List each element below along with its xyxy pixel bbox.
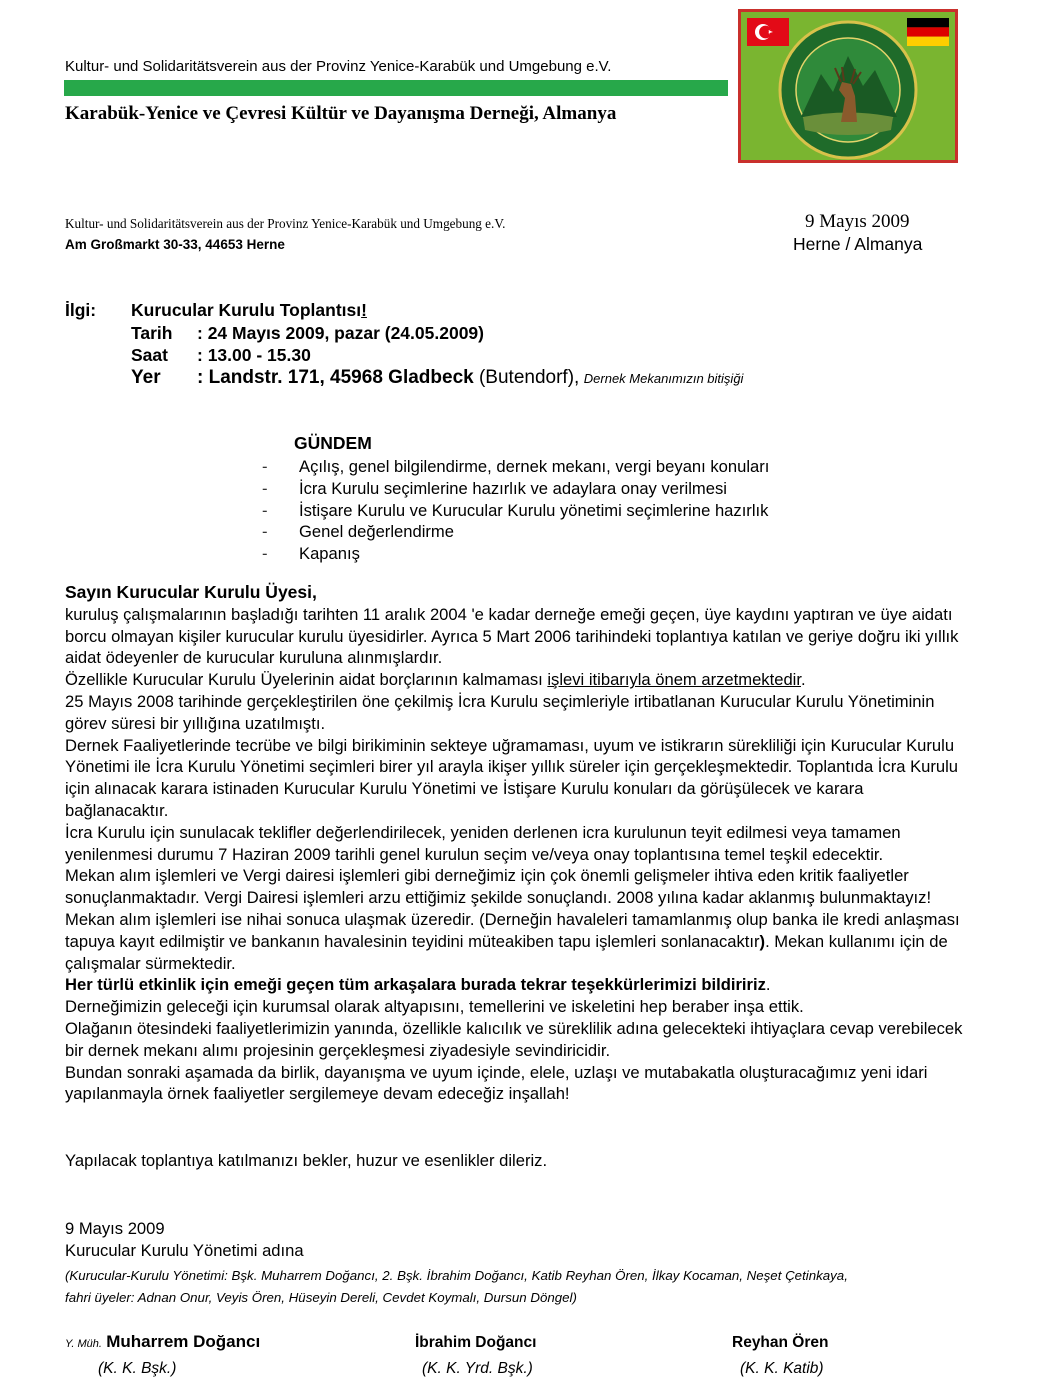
meeting-place-note: Dernek Mekanımızın bitişiği xyxy=(583,371,744,386)
paragraph: Olağanın ötesindeki faaliyetlerimizin yanında, özellikle kalıcılık ve süreklilik adına gelecekteki ihtiyaçlara cevap verebilecek bir dernek mekanı alımı projesinin gerçekleşmesi ziyadesiyle sevindiricidir. xyxy=(65,1018,963,1060)
subject-title xyxy=(131,300,367,321)
org-name-german: Kultur- und Solidaritätsverein aus der Provinz Yenice-Karabük und Umgebung e.V. xyxy=(65,58,612,75)
paragraph-end: . Mekan kullanımı için de çalışmalar sürmektedir. xyxy=(65,931,948,973)
list-bullet: - xyxy=(262,544,268,564)
agenda-title: GÜNDEM xyxy=(294,433,372,453)
paragraph xyxy=(65,669,970,691)
paragraph-text: Özellikle Kurucular Kurulu Üyelerinin aidat borçlarının kalmaması xyxy=(65,670,548,690)
paragraph: Bundan sonraki aşamada da birlik, dayanışma ve uyum içinde, elele, uzlaşı ve mutabakatla oluşturacağımız yeni idari yapılanmayla örnek faaliyetler sergilemeye devam edeceğiz inşallah! xyxy=(65,1062,928,1104)
list-bullet: - xyxy=(262,500,268,520)
list-bullet: - xyxy=(262,522,268,542)
signatory-3-name: Reyhan Ören xyxy=(732,1334,829,1351)
signatory-3-role: (K. K. Katib) xyxy=(740,1360,824,1377)
subject-title-text: Kurucular Kurulu Toplantısı xyxy=(131,300,362,320)
paragraph: 25 Mayıs 2008 tarihinde gerçekleştirilen öne çekilmiş İcra Kurulu seçimleriyle irtibatlanan Kurucular Kurulu Yönetiminin görev süresi bir yıllığına uzatılmıştı. xyxy=(65,691,935,733)
meeting-place-value: : Landstr. 171, 45968 Gladbeck xyxy=(197,367,474,388)
paragraph-bold: ) xyxy=(759,931,766,951)
paragraph-end: . xyxy=(800,670,806,690)
agenda-item-text: Açılış, genel bilgilendirme, dernek mekanı, vergi beyanı konuları xyxy=(299,457,770,476)
signatory-name: Muharrem Doğancı xyxy=(106,1332,261,1351)
meeting-place xyxy=(197,367,743,389)
paragraph-underline: işlevi itibarıyla önem arzetmektedir xyxy=(547,670,801,690)
signoff-date: 9 Mayıs 2009 xyxy=(65,1219,165,1238)
paragraph xyxy=(65,974,970,996)
paragraph: Derneğimizin geleceği için kurumsal olarak altyapısını, temellerini ve iskeletini hep beraber inşa ettik. xyxy=(65,997,804,1017)
agenda-item-text: İstişare Kurulu ve Kurucular Kurulu yönetimi seçimlerine hazırlık xyxy=(299,500,769,520)
meeting-place-district: (Butendorf), xyxy=(473,367,580,388)
meeting-time-label: Saat xyxy=(131,345,168,365)
thanks-bold: Her türlü etkinlik için emeği geçen tüm arkaşalara burada tekrar teşekkürlerimizi bildiririz xyxy=(65,975,766,995)
agenda-item-text: İcra Kurulu seçimlerine hazırlık ve adaylara onay verilmesi xyxy=(299,478,727,498)
salutation: Sayın Kurucular Kurulu Üyesi, xyxy=(65,582,317,602)
sender-address: Am Großmarkt 30-33, 44653 Herne xyxy=(65,237,285,252)
letter-body xyxy=(65,582,970,1105)
board-members-line1: (Kurucular-Kurulu Yönetimi: Bşk. Muharrem Doğancı, 2. Bşk. İbrahim Doğancı, Katib Reyhan Ören, İlkay Kocaman, Neşet Çetinkaya, xyxy=(65,1268,848,1283)
agenda-list xyxy=(262,456,769,565)
paragraph: kuruluş çalışmalarının başladığı tarihten 11 aralık 2004 'e kadar derneğe emeği geçen, üye kaydını yaptıran ve üye aidatı borcu olmayan kişiler kurucular kurulu üyesidirler. Ayrıca 5 Mart 2006 tarihindeki toplantıya katılan ve geriye doğru iki yıllık aidat ödeyenler de kurucular kuruluna alınmışlardır. xyxy=(65,604,959,668)
signatory-1-role: (K. K. Bşk.) xyxy=(98,1360,177,1377)
subject-title-mark: ! xyxy=(361,300,367,320)
closing-line: Yapılacak toplantıya katılmanızı bekler, huzur ve esenlikler dileriz. xyxy=(65,1151,548,1170)
association-seal xyxy=(738,9,958,163)
list-item xyxy=(262,478,769,500)
paragraph-end: . xyxy=(765,975,771,995)
subject-label: İlgi: xyxy=(65,300,97,320)
sender-org: Kultur- und Solidaritätsverein aus der Provinz Yenice-Karabük und Umgebung e.V. xyxy=(65,216,506,231)
org-name-turkish: Karabük-Yenice ve Çevresi Kültür ve Dayanışma Derneği, Almanya xyxy=(65,103,617,124)
paragraph xyxy=(65,865,970,974)
meeting-place-label: Yer xyxy=(131,367,161,388)
signatory-2-name: İbrahim Doğancı xyxy=(415,1334,537,1351)
list-bullet: - xyxy=(262,457,268,476)
meeting-time-value: : 13.00 - 15.30 xyxy=(197,345,311,365)
list-item xyxy=(262,456,769,478)
signatory-2-role: (K. K. Yrd. Bşk.) xyxy=(422,1360,533,1377)
agenda-item-text: Kapanış xyxy=(299,544,360,564)
list-item xyxy=(262,543,769,565)
paragraph-text: Mekan alım işlemleri ve Vergi dairesi işlemleri gibi derneğimiz için çok önemli gelişmeler ihtiva eden kritik faaliyetler sonuçlanmaktadır. Vergi Dairesi işlemleri arzu ettiğimiz şekilde sonuçlandı. 2008 yılına kadar aklanmış bulunmaktayız! Mekan alım işlemleri ise nihai sonuca ulaşmak üzeredir. (Derneğin havaleleri tamamlanmış olup banka ile kredi anlaşması tapuya kayıt edilmiştir ve bankanın havalesinin teyidini müteakiben tapu işlemleri sonlanacaktır xyxy=(65,866,960,951)
signoff-on-behalf: Kurucular Kurulu Yönetimi adına xyxy=(65,1241,304,1260)
header-divider xyxy=(64,80,728,96)
letter-place: Herne / Almanya xyxy=(793,234,923,254)
meeting-date-label: Tarih xyxy=(131,323,173,343)
meeting-date-value: : 24 Mayıs 2009, pazar (24.05.2009) xyxy=(197,323,484,343)
paragraph: Dernek Faaliyetlerinde tecrübe ve bilgi birikiminin sekteye uğramaması, uyum ve istikrarın sürekliliği için Kurucular Kurulu Yönetimi ile İcra Kurulu Yönetimi seçimleri birer yıl arayla ikişer yıllık süreler için gerçekleşmektedir. Toplantıda İcra Kurulu için alınacak karara istinaden Kurucular Kurulu Yönetimi ve İstişare Kurulu konuları da görüşülecek ve karara bağlanacaktır. xyxy=(65,735,959,820)
letter-date: 9 Mayıs 2009 xyxy=(805,211,910,232)
signatory-prefix: Y. Müh. xyxy=(65,1338,102,1350)
agenda-item-text: Genel değerlendirme xyxy=(299,522,454,542)
turkish-flag xyxy=(747,18,789,46)
german-flag xyxy=(907,18,949,46)
list-bullet: - xyxy=(262,478,268,498)
list-item xyxy=(262,500,769,522)
board-members-line2: fahri üyeler: Adnan Onur, Veyis Ören, Hüseyin Dereli, Cevdet Koymalı, Dursun Döngel) xyxy=(65,1290,577,1305)
paragraph: İcra Kurulu için sunulacak teklifler değerlendirilecek, yeniden derlenen icra kurulunun teyit edilmesi veya tamamen yenilenmesi durumu 7 Haziran 2009 tarihli genel kurulun seçim ve/veya onay toplantısına temel teşkil edecektir. xyxy=(65,822,901,864)
list-item xyxy=(262,521,769,543)
signatory-1 xyxy=(65,1332,260,1352)
